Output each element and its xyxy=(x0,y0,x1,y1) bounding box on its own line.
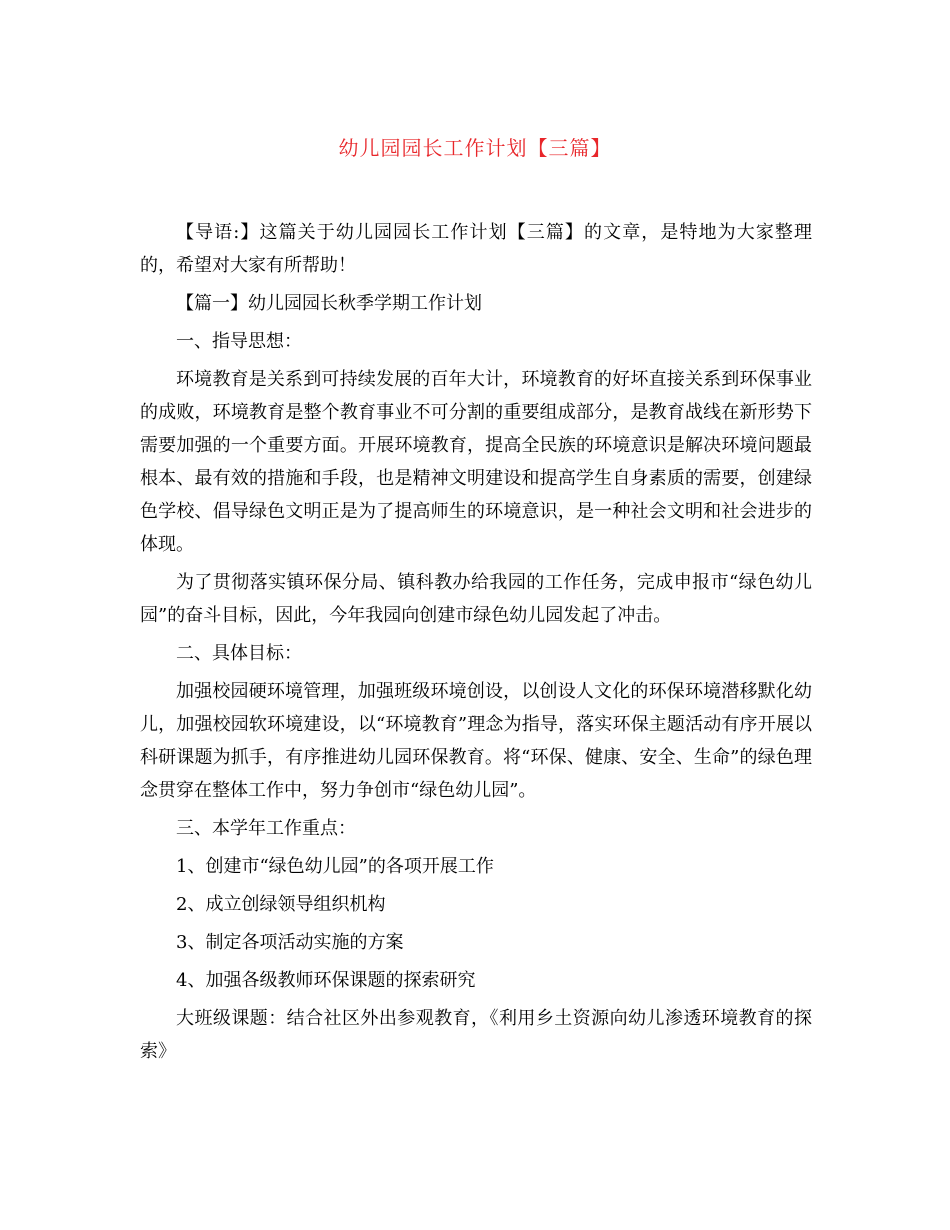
body-paragraph: 为了贯彻落实镇环保分局、镇科教办给我园的工作任务，完成申报市“绿色幼儿园”的奋斗目标，因此，今年我园向创建市绿色幼儿园发起了冲击。 xyxy=(140,572,812,626)
subheading-specific-goals: 二、具体目标： xyxy=(176,643,302,664)
subheading-guiding-thought: 一、指导思想： xyxy=(176,331,302,352)
section-heading: 【篇一】幼儿园园长秋季学期工作计划 xyxy=(176,293,482,314)
list-item: 2、成立创绿领导组织机构 xyxy=(176,894,386,915)
document-body xyxy=(140,216,812,1073)
list-item: 1、创建市“绿色幼儿园”的各项开展工作 xyxy=(176,856,494,877)
body-paragraph: 加强校园硬环境管理，加强班级环境创设，以创设人文化的环保环境潜移默化幼儿，加强校园软环境建设，以“环境教育”理念为指导，落实环保主题活动有序开展以科研课题为抓手，有序推进幼儿园环保教育。将“环保、健康、安全、生命”的绿色理念贯穿在整体工作中，努力争创市“绿色幼儿园”。 xyxy=(140,681,812,801)
subheading-work-focus: 三、本学年工作重点： xyxy=(176,818,356,839)
intro-paragraph: 【导语:】这篇关于幼儿园园长工作计划【三篇】的文章，是特地为大家整理的，希望对大家有所帮助！ xyxy=(140,222,812,276)
document-title: 幼儿园园长工作计划【三篇】 xyxy=(338,136,612,160)
body-paragraph: 环境教育是关系到可持续发展的百年大计，环境教育的好坏直接关系到环保事业的成败，环境教育是整个教育事业不可分割的重要组成部分，是教育战线在新形势下需要加强的一个重要方面。开展环境教育，提高全民族的环境意识是解决环境问题最根本、最有效的措施和手段，也是精神文明建设和提高学生自身素质的需要，创建绿色学校、倡导绿色文明正是为了提高师生的环境意识，是一种社会文明和社会进步的体现。 xyxy=(140,369,812,555)
body-paragraph: 大班级课题：结合社区外出参观教育，《利用乡土资源向幼儿渗透环境教育的探索》 xyxy=(140,1008,812,1062)
list-item: 4、加强各级教师环保课题的探索研究 xyxy=(176,970,476,991)
list-item: 3、制定各项活动实施的方案 xyxy=(176,932,404,953)
